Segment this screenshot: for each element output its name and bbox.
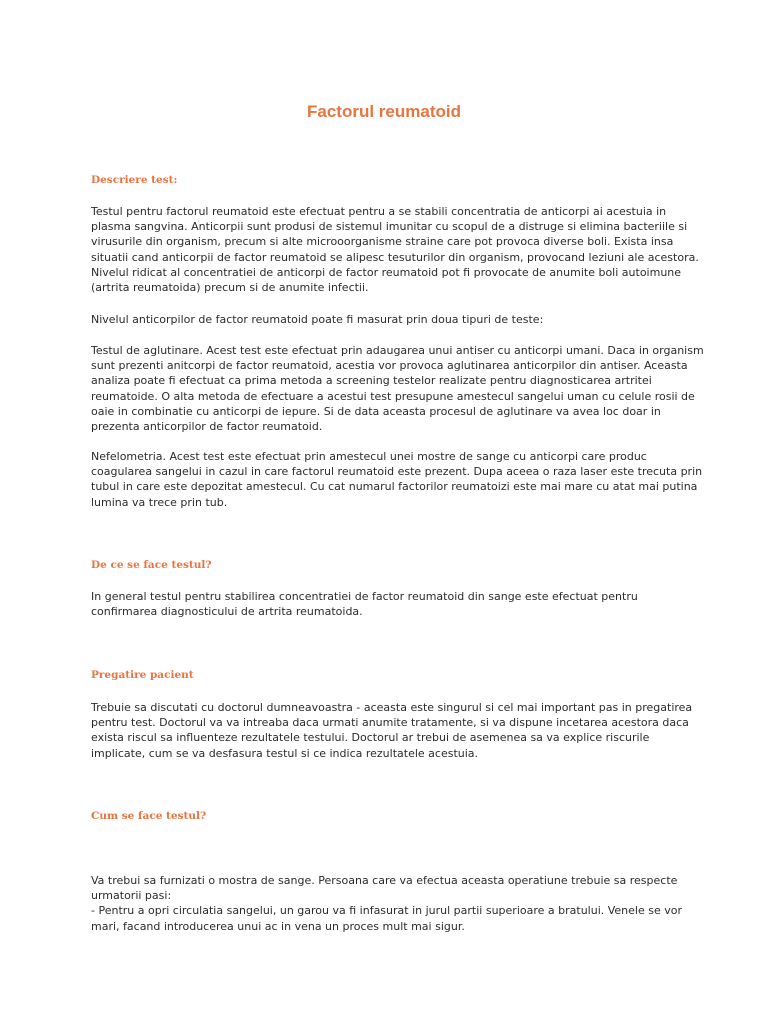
text-line: prezenta anticorpilor de factor reumatoid. [91,420,323,434]
paragraph-cum [91,873,681,934]
text-line: plasma sangvina. Anticorpii sunt produsi de sistemul imunitar cu scopul de a distruge si elimina bacteriile si [91,220,688,234]
section-heading-de-ce: De ce se face testul? [91,559,212,571]
paragraph-test-types [91,312,681,327]
text-line: virusurile din organism, precum si alte microoorganisme straine care pot provoca diverse boli. Exista insa [91,235,674,249]
section-heading-pregatire: Pregatire pacient [91,669,194,681]
text-line: Va trebui sa furnizati o mostra de sange. Persoana care va efectua aceasta operatiune trebuie sa respecte [91,874,678,887]
text-line: reumatoide. O alta metoda de efectuare a acestui test presupune amestecul sangelui uman cu celule rosii de [91,389,695,403]
page-title: Factorul reumatoid [307,102,461,121]
text-line: sunt prezenti anitcorpi de factor reumatoid, acestia vor provoca aglutinarea anticorpilor din antiser. Aceasta [91,359,688,373]
text-line: coagularea sangelui in cazul in care factorul reumatoid este prezent. Dupa aceea o raza laser este trecuta prin [91,465,703,479]
text-line: situatii cand anticorpii de factor reumatoid se alipesc tesuturilor din organism, provocand leziuni ale acestora. [91,250,699,264]
text-line: Testul de aglutinare. Acest test este efectuat prin adaugarea unui antiser cu anticorpi umani. Daca in organism [91,344,704,357]
text-line: implicate, cum se va desfasura testul si ce indica rezultatele acestuia. [91,746,479,760]
paragraph-pregatire [91,700,693,761]
text-line: pentru test. Doctorul va va intreaba daca urmati anumite tratamente, si va dispune incetarea acestora daca [91,716,689,730]
paragraph-aglutinare [91,343,704,434]
text-line: mari, facand introducerea unui ac in vena un proces mult mai sigur. [91,919,465,933]
text-line: Nivelul anticorpilor de factor reumatoid poate fi masurat prin doua tipuri de teste: [91,313,544,326]
text-line: confirmarea diagnosticului de artrita reumatoida. [91,605,363,619]
text-line: lumina va trece prin tub. [91,495,228,509]
text-line: oaie in combinatie cu anticorpi de iepure. Si de data aceasta procesul de aglutinare va avea loc doar in [91,404,661,418]
text-line: Trebuie sa discutati cu doctorul dumneavoastra - aceasta este singurul si cel mai important pas in pregatirea [91,701,693,714]
text-line: urmatorii pasi: [91,889,172,903]
paragraph-intro [91,204,699,295]
paragraph-de-ce [91,589,681,619]
text-line: - Pentru a opri circulatia sangelui, un garou va fi infasurat in jurul partii superioare a bratului. Venele se vor [91,904,682,918]
text-line: (artrita reumatoida) precum si de anumite infectii. [91,281,369,295]
section-heading-descriere: Descriere test: [91,174,178,186]
section-heading-cum: Cum se face testul? [91,810,207,822]
text-line: analiza poate fi efectuat ca prima metoda a screening testelor realizate pentru diagnosticarea artritei [91,374,652,388]
text-line: exista riscul sa influenteze rezultatele testului. Doctorul ar trebui de asemenea sa va explice riscurile [91,731,650,745]
text-line: tubul in care este depozitat amestecul. Cu cat numarul factorilor reumatoizi este mai mare cu atat mai putina [91,480,698,494]
text-line: In general testul pentru stabilirea concentratiei de factor reumatoid din sange este efectuat pentru [91,590,638,603]
text-line: Testul pentru factorul reumatoid este efectuat pentru a se stabili concentratia de anticorpi ai acestuia in [91,205,667,218]
text-line: Nefelometria. Acest test este efectuat prin amestecul unei mostre de sange cu anticorpi care produc [91,450,647,463]
text-line: Nivelul ridicat al concentratiei de anticorpi de factor reumatoid pot fi provocate de anumite boli autoimune [91,265,682,279]
paragraph-nefelometria [91,449,703,510]
